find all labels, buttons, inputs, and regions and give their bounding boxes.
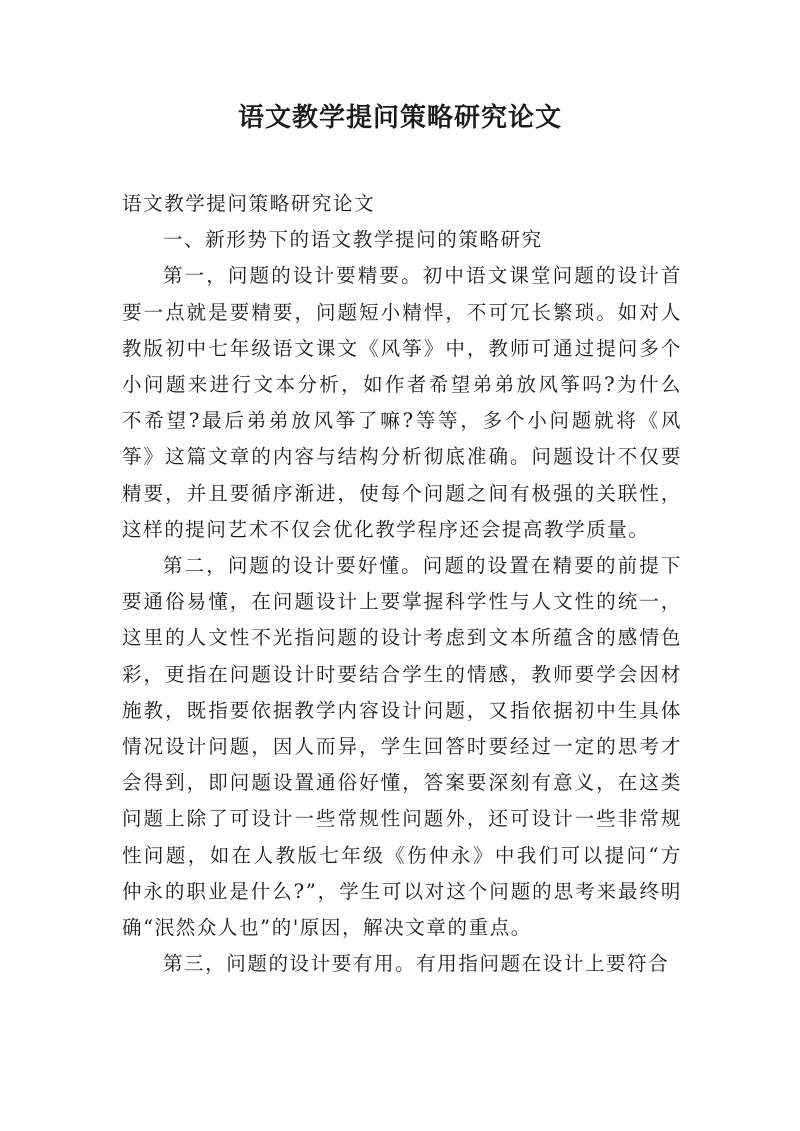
section-heading: 一、新形势下的语文教学提问的策略研究 [162,228,543,252]
paragraph-3: 第三，问题的设计要有用。有用指问题在设计上要符合 [162,952,670,976]
paragraph-1: 第一，问题的设计要精要。初中语文课堂问题的设计首要一点就是要精要，问题短小精悍，不可冗长繁琐。如对人教版初中七年级语文课文《风筝》中，教师可通过提问多个小问题来进行文本分析，如作者希望弟弟放风筝吗?为什么不希望?最后弟弟放风筝了嘛?等等，多个小问题就将《风筝》这篇文章的内容与结构分析彻底准确。问题设计不仅要精要，并且要循序渐进，使每个问题之间有极强的关联性，这样的提问艺术不仅会优化教学程序还会提高教学质量。 [122,264,682,541]
document-body [122,186,682,982]
document-title: 语文教学提问策略研究论文 [237,103,562,133]
paragraph-2: 第二，问题的设计要好懂。问题的设置在精要的前提下要通俗易懂，在问题设计上要掌握科学性与人文性的统一，这里的人文性不光指问题的设计考虑到文本所蕴含的感情色彩，更指在问题设计时要结合学生的情感，教师要学会因材施教，既指要依据教学内容设计问题，又指依据初中生具体情况设计问题，因人而异，学生回答时要经过一定的思考才会得到，即问题设置通俗好懂，答案要深刻有意义，在这类问题上除了可设计一些常规性问题外，还可设计一些非常规性问题，如在人教版七年级《伤仲永》中我们可以提问“方仲永的职业是什么?”，学生可以对这个问题的思考来最终明确“泯然众人也”的'原因，解决文章的重点。 [122,554,682,940]
subtitle-line: 语文教学提问策略研究论文 [122,192,376,215]
